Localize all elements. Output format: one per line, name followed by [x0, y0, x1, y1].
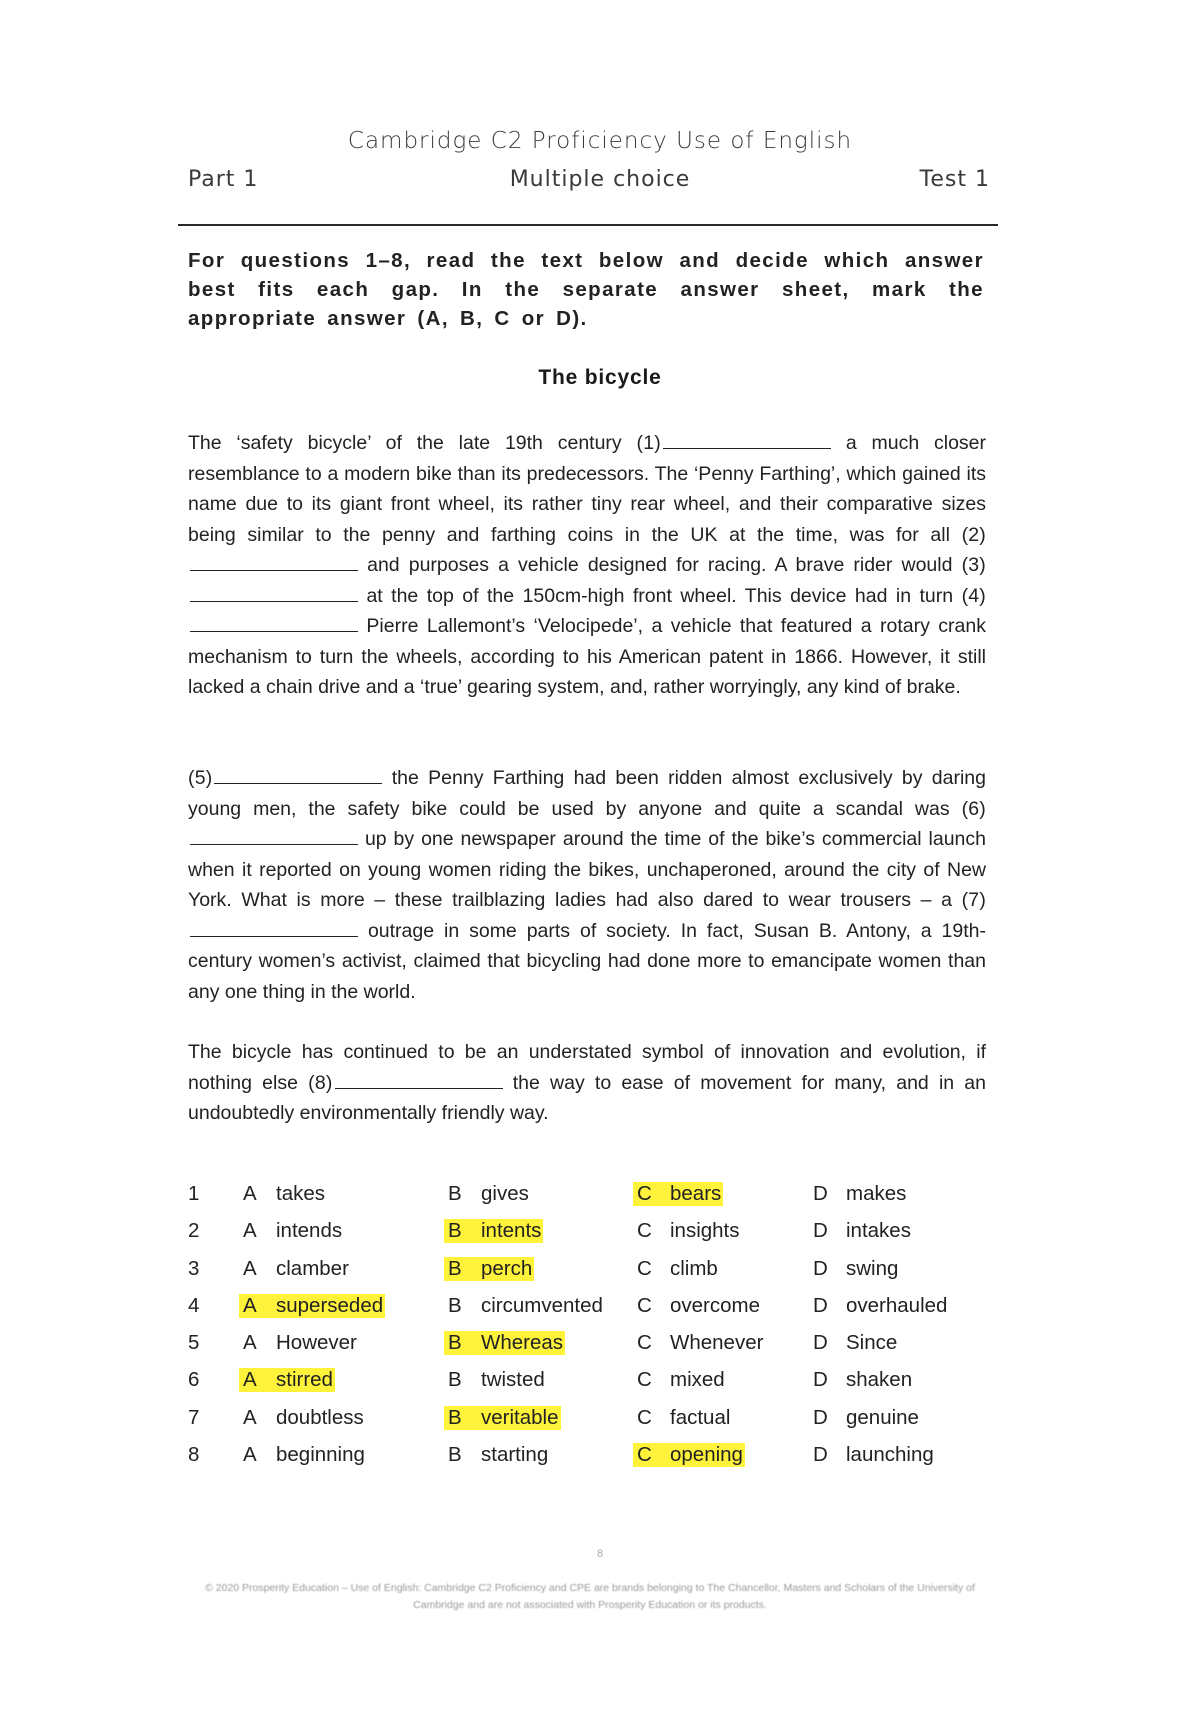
option-letter: C [637, 1405, 652, 1429]
option-letter: C [637, 1256, 652, 1280]
text-title: The bicycle [538, 366, 662, 389]
question-number: 7 [188, 1405, 200, 1429]
question-number: 8 [188, 1443, 200, 1467]
question-number: 6 [188, 1368, 200, 1392]
option-letter: D [813, 1405, 828, 1429]
option-word: makes [846, 1182, 907, 1205]
question-number: 5 [188, 1331, 200, 1355]
option-a [243, 1406, 364, 1430]
option-a [239, 1368, 335, 1392]
option-b [444, 1257, 534, 1281]
passage-text: the Penny Farthing had been ridden almost exclusively by daring young men, the safety bike could be used by anyone and quite a scandal was [188, 767, 986, 820]
option-letter: C [637, 1182, 652, 1205]
option-letter: A [243, 1368, 257, 1392]
gap-number-7: (7) [961, 889, 987, 911]
gap-number-8: (8) [308, 1071, 333, 1094]
option-letter: C [637, 1293, 652, 1317]
option-d [813, 1219, 911, 1243]
option-letter: D [813, 1182, 828, 1205]
gap-number-4: (4) [961, 584, 986, 607]
option-letter: B [448, 1256, 462, 1280]
paragraph-1 [188, 428, 986, 703]
paragraph-3 [188, 1037, 986, 1129]
option-letter: B [448, 1293, 462, 1317]
option-letter: A [243, 1256, 257, 1280]
passage-text: Pierre Lallemont’s ‘Velocipede’, a vehicle that featured a rotary crank mechanism to turn the wheels, according to his American patent in 1866. However, it still lacked a chain drive and a ‘true’ gearing system, and, rather worryingly, any kind of brake. [188, 615, 986, 698]
option-word: mixed [670, 1368, 725, 1392]
option-b [448, 1182, 529, 1206]
option-d [813, 1443, 934, 1467]
option-d [813, 1406, 919, 1430]
option-word: genuine [846, 1405, 919, 1429]
page-number: 8 [596, 1548, 604, 1560]
option-word: factual [670, 1405, 731, 1429]
option-b [444, 1406, 561, 1430]
option-word: clamber [276, 1256, 349, 1280]
gap-1 [663, 431, 831, 449]
passage-text: The ‘safety bicycle’ of the late 19th century [188, 432, 622, 454]
answer-options-table [188, 1182, 1008, 1480]
option-c [637, 1219, 740, 1243]
answer-row-8 [188, 1443, 1008, 1480]
question-number: 1 [188, 1182, 200, 1205]
option-word: intakes [846, 1219, 911, 1243]
option-c [637, 1294, 760, 1318]
option-word: twisted [481, 1368, 545, 1392]
option-letter: B [448, 1405, 462, 1429]
option-letter: A [243, 1219, 257, 1243]
option-c [637, 1368, 725, 1392]
option-word: swing [846, 1256, 899, 1280]
option-word: takes [276, 1182, 325, 1205]
option-letter: A [243, 1405, 257, 1429]
option-a [243, 1182, 325, 1206]
gap-number-5: (5) [188, 767, 213, 789]
option-word: insights [670, 1219, 740, 1243]
option-word: launching [846, 1443, 934, 1467]
option-d [813, 1257, 898, 1281]
option-b [448, 1368, 545, 1392]
option-word: doubtless [276, 1405, 364, 1429]
option-letter: D [813, 1368, 828, 1392]
passage-text: up by one newspaper around the time of the bike’s commercial launch when it reported on young women riding the bikes, unchaperoned, around the city of New York. What is more – these trailblazing ladies had also dared to wear trousers – a [188, 828, 986, 911]
gap-2 [190, 553, 358, 571]
question-number: 2 [188, 1219, 200, 1243]
option-word: Since [846, 1331, 898, 1355]
answer-row-2 [188, 1219, 1008, 1256]
gap-6 [190, 827, 358, 845]
gap-number-2: (2) [961, 523, 986, 546]
passage-text: outrage in some parts of society. In fact, Susan B. Antony, a 19th-century women’s activist, claimed that bicycling had done more to emancipate women than any one thing in the world. [188, 919, 987, 1003]
answer-row-5 [188, 1331, 1008, 1368]
option-d [813, 1331, 897, 1355]
answer-row-6 [188, 1368, 1008, 1405]
option-a [243, 1331, 357, 1355]
passage-text: the way to ease of movement for many, and in an undoubtedly environmentally friendly way. [188, 1071, 987, 1124]
option-letter: D [813, 1331, 828, 1355]
option-letter: B [448, 1182, 462, 1205]
option-a [243, 1257, 349, 1281]
option-letter: C [637, 1368, 652, 1392]
option-word: However [276, 1331, 357, 1355]
option-b [444, 1219, 543, 1243]
gap-number-1: (1) [636, 432, 661, 454]
option-letter: D [813, 1256, 828, 1280]
gap-number-3: (3) [961, 554, 986, 576]
gap-8 [335, 1071, 503, 1089]
option-d [813, 1368, 912, 1392]
option-letter: C [637, 1443, 652, 1467]
copyright-footer: © 2020 Prosperity Education – Use of English: Cambridge C2 Proficiency and CPE are brands belonging to The Chancellor, Masters and Scholars of the University of Cambridge and are not associated with Prosperity Education or its products. [205, 1582, 975, 1611]
option-a [243, 1219, 342, 1243]
answer-row-1 [188, 1182, 1008, 1219]
option-word: bears [670, 1182, 722, 1205]
option-word: Whenever [670, 1331, 764, 1355]
question-number: 4 [188, 1293, 200, 1317]
option-letter: D [813, 1443, 828, 1467]
option-b [448, 1294, 603, 1318]
option-word: overcome [670, 1293, 761, 1317]
gap-5 [214, 766, 382, 784]
option-word: starting [481, 1443, 549, 1467]
option-letter: D [813, 1219, 828, 1243]
option-word: stirred [276, 1368, 333, 1392]
option-word: overhauled [846, 1293, 948, 1317]
question-number: 3 [188, 1256, 200, 1280]
option-word: Whereas [481, 1331, 564, 1355]
option-c [633, 1443, 745, 1467]
gap-4 [190, 614, 358, 632]
option-letter: A [243, 1182, 257, 1205]
option-letter: B [448, 1331, 462, 1355]
option-word: intents [481, 1219, 542, 1243]
passage-text: at the top of the 150cm-high front wheel. This device had in turn [366, 584, 954, 607]
passage-text: and purposes a vehicle designed for racing. A brave rider would [367, 554, 953, 576]
gap-3 [190, 584, 358, 602]
header-title: Cambridge C2 Proficiency Use of English [347, 128, 853, 154]
header-test: Test 1 [919, 167, 990, 192]
option-c [637, 1257, 718, 1281]
option-word: superseded [276, 1293, 384, 1317]
option-letter: B [448, 1368, 462, 1392]
instructions: For questions 1–8, read the text below and decide which answer best fits each gap. In the separate answer sheet, mark the appropriate answer (A, B, C or D). [188, 249, 984, 330]
option-b [444, 1331, 565, 1355]
gap-7 [190, 919, 358, 937]
passage-text: a much closer resemblance to a modern bike than its predecessors. The ‘Penny Farthing’, which gained its name due to its giant front wheel, its rather tiny rear wheel, and their comparative sizes being similar to the penny and farthing coins in the UK at the time, was for all [188, 432, 987, 546]
option-letter: B [448, 1219, 462, 1243]
option-word: shaken [846, 1368, 913, 1392]
option-letter: A [243, 1293, 257, 1317]
option-letter: C [637, 1331, 652, 1355]
option-word: veritable [481, 1405, 559, 1429]
option-letter: A [243, 1443, 257, 1467]
option-c [637, 1331, 763, 1355]
option-word: gives [481, 1182, 529, 1205]
option-a [243, 1443, 365, 1467]
option-d [813, 1294, 947, 1318]
option-word: circumvented [481, 1293, 603, 1317]
option-word: intends [276, 1219, 343, 1243]
passage-text: The bicycle has continued to be an understated symbol of innovation and evolution, if nothing else [188, 1041, 986, 1094]
option-d [813, 1182, 906, 1206]
paragraph-2 [188, 763, 986, 1007]
option-letter: A [243, 1331, 257, 1355]
option-c [633, 1182, 723, 1206]
header-subtitle: Multiple choice [509, 167, 691, 192]
gap-number-6: (6) [961, 797, 986, 820]
header-part: Part 1 [188, 167, 259, 192]
answer-row-3 [188, 1257, 1008, 1294]
option-letter: D [813, 1293, 828, 1317]
option-word: beginning [276, 1443, 365, 1467]
option-letter: C [637, 1219, 652, 1243]
option-word: climb [670, 1256, 718, 1280]
option-word: opening [670, 1443, 743, 1467]
answer-row-7 [188, 1406, 1008, 1443]
option-letter: B [448, 1443, 462, 1467]
option-a [239, 1294, 385, 1318]
option-word: perch [481, 1256, 533, 1280]
answer-row-4 [188, 1294, 1008, 1331]
header-divider [178, 224, 998, 226]
option-c [637, 1406, 730, 1430]
option-b [448, 1443, 548, 1467]
